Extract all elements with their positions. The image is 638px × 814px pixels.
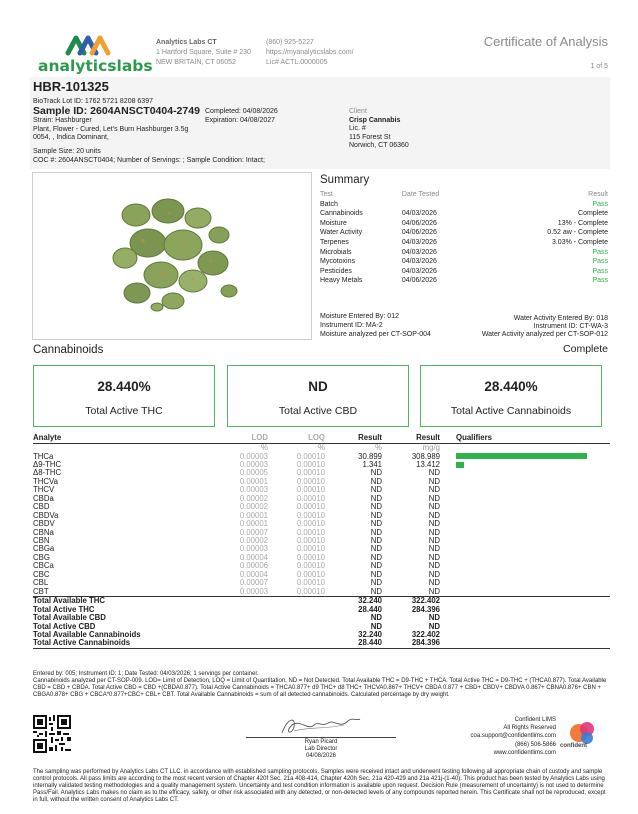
total-result-mg: 322.402	[382, 597, 440, 606]
analyte-result-pct: ND	[370, 502, 382, 512]
analyte-result-pct: ND	[370, 586, 382, 596]
total-lod	[198, 614, 268, 622]
spacer	[440, 453, 456, 461]
analyte-name: Δ8-THC	[33, 468, 62, 478]
analyte-lod: 0.00002	[239, 536, 268, 546]
summary-row	[320, 257, 608, 267]
qualifier-cell	[456, 614, 610, 622]
analyte-result-mg: ND	[428, 544, 440, 554]
lab-address-1: 1 Hartford Square, Suite # 230	[156, 49, 251, 56]
summary-date: 04/03/2026	[401, 248, 437, 256]
client-label: Client	[349, 108, 367, 115]
signatory	[246, 739, 396, 761]
unit-lod: %	[261, 443, 268, 453]
spacer	[440, 469, 456, 477]
moisture-entered-by: Moisture Entered By: 012	[320, 313, 399, 320]
sample-id: Sample ID: 2604ANSCT0404-2749	[33, 105, 200, 117]
analyte-name: CBD	[33, 502, 50, 512]
total-result-pct: 32.240	[325, 597, 382, 606]
summary-test: Microbials	[320, 248, 352, 256]
spacer	[440, 495, 456, 503]
analyte-result-pct: ND	[370, 510, 382, 520]
analyte-result-mg: ND	[428, 586, 440, 596]
total-lod	[198, 639, 268, 648]
spacer	[440, 588, 456, 597]
total-loq	[268, 597, 325, 606]
spacer	[440, 554, 456, 562]
total-lod	[198, 631, 268, 639]
summary-row	[320, 267, 608, 277]
analyte-loq: 0.00010	[296, 578, 325, 588]
analyte-loq: 0.00010	[296, 544, 325, 554]
analyte-result-mg: ND	[428, 536, 440, 546]
qualifier-cell	[456, 562, 610, 570]
total-active-thc-label: Total Active THC	[85, 405, 163, 417]
total-loq	[268, 614, 325, 622]
analyte-name: CBDV	[33, 519, 55, 529]
summary-result: 0.52 aw - Complete	[547, 229, 608, 237]
analyte-lod: 0.00003	[239, 485, 268, 495]
qualifier-cell	[456, 453, 610, 461]
summary-test: Water Activity	[320, 229, 363, 237]
analyte-name: CBNa	[33, 527, 54, 537]
lab-info	[156, 38, 251, 68]
analyte-lod: 0.00001	[239, 510, 268, 520]
logo-text: analyticslabs	[38, 57, 153, 75]
analyte-result-mg: 13.412	[416, 459, 440, 469]
total-loq	[268, 606, 325, 614]
sample-size: Sample Size: 20 units	[33, 148, 101, 155]
analyte-lod: 0.00005	[239, 468, 268, 478]
analyte-lod: 0.00001	[239, 476, 268, 486]
analyte-result-pct: ND	[370, 493, 382, 503]
confident-email[interactable]: coa.support@confidentlims.com	[470, 733, 556, 740]
analyte-result-mg: ND	[428, 510, 440, 520]
client-block	[349, 108, 409, 151]
unit-result-mg: mg/g	[422, 443, 440, 453]
client-name: Crisp Cannabis	[349, 116, 401, 124]
spacer	[440, 529, 456, 537]
analyte-lod: 0.00003	[239, 544, 268, 554]
analyte-result-pct: ND	[370, 527, 382, 537]
footer-disclaimer: The sampling was performed by Analytics Labs CT LLC. in accordance with established sampling protocols. Samples were received intact and underwent testing following all appropriate chain of custody and sample control protocols. All pass limits are according to the most recent version of Chapter 420f Sec. 21a 408-414, Chapter 420h Sec. 21a 420-429 and 21a 421j-(1-40). This product has been tested by Analytics Labs using internally validated testing methodologies and a quality management system. Uncertainty and test condition information is available upon request. Decision Rule (measurement of uncertainty) is not used to determine Pass/Fail. Analytics Labs makes no claim as to the efficacy, safety, or other risk associated with any detected, or non-detected levels of any compounds reported herein. This Certificate shall not be reproduced, except in full, without the written consent of Analytics Labs CT.	[33, 769, 606, 803]
header-lod: LOD	[198, 433, 268, 444]
spacer	[440, 537, 456, 545]
analyte-name: CBDVa	[33, 510, 59, 520]
spacer	[440, 579, 456, 587]
summary-row	[320, 276, 608, 286]
summary-result: Complete	[578, 210, 608, 218]
analyte-loq: 0.00010	[296, 569, 325, 579]
summary-row	[320, 200, 608, 210]
spacer	[440, 614, 456, 622]
client-address-2: Norwich, CT 06360	[349, 142, 409, 149]
summary-header-test: Test	[320, 191, 333, 198]
confident-name: Confident LIMS	[514, 717, 556, 723]
spacer	[440, 623, 456, 631]
analyte-result-pct: ND	[370, 561, 382, 571]
analyte-result-pct: ND	[370, 569, 382, 579]
summary-date: 04/06/2026	[401, 219, 437, 227]
total-result-pct: ND	[370, 621, 382, 631]
summary-row	[320, 248, 608, 258]
qualifier-cell	[456, 461, 610, 469]
confident-lims-info	[471, 716, 556, 757]
summary-result: 13% - Complete	[557, 219, 608, 227]
water-activity-info	[482, 315, 608, 339]
total-active-thc-box	[33, 365, 215, 427]
qualifier-cell	[456, 529, 610, 537]
summary-header-date: Date Tested	[401, 191, 440, 198]
spacer	[440, 486, 456, 494]
signatory-name: Ryan Picard	[304, 739, 338, 745]
analyte-result-pct: ND	[370, 536, 382, 546]
expiration-date: Expiration: 04/08/2027	[205, 116, 276, 124]
summary-test: Cannabinoids	[320, 210, 363, 218]
analyte-name: CBN	[33, 536, 50, 546]
analyte-result-mg: ND	[428, 502, 440, 512]
unit-loq: %	[318, 443, 325, 453]
summary-date: 04/06/2026	[401, 229, 437, 237]
spacer	[440, 503, 456, 511]
analyte-result-mg: ND	[428, 468, 440, 478]
product-details: 0054, , Indica Dominant,	[33, 134, 109, 141]
total-active-cannabinoids-label: Total Active Cannabinoids	[450, 405, 572, 417]
analyte-loq: 0.00010	[296, 451, 325, 461]
header-qualifiers: Qualifiers	[456, 433, 610, 444]
total-row	[33, 614, 610, 622]
summary-date: 04/03/2026	[401, 210, 437, 218]
moisture-instrument: Instrument ID: MA-2	[320, 322, 383, 329]
summary-row	[320, 219, 608, 229]
qualifier-cell	[456, 486, 610, 494]
analyte-lod: 0.00003	[239, 459, 268, 469]
analyte-result-pct: ND	[370, 519, 382, 529]
product-name: Plant, Flower - Cured, Let's Burn Hashburger 3.5g	[33, 125, 189, 133]
lab-phone: (860) 925-5227	[266, 39, 314, 46]
analyte-name: Δ9-THC	[33, 459, 62, 469]
confident-rights: All Rights Reserved	[503, 725, 556, 732]
spacer	[440, 545, 456, 553]
summary-result: Pass	[592, 258, 608, 266]
summary-test: Moisture	[320, 219, 347, 227]
analyte-name: CBDa	[33, 493, 54, 503]
wa-entered-by: Water Activity Entered By: 018	[513, 315, 608, 322]
analyte-loq: 0.00010	[296, 536, 325, 546]
qualifier-cell	[456, 588, 610, 597]
qualifier-cell	[456, 503, 610, 511]
analyte-result-pct: ND	[370, 544, 382, 554]
product-photo	[32, 172, 312, 340]
summary-result: Pass	[592, 277, 608, 285]
confident-logo-text: confident	[560, 743, 587, 749]
analyte-lod: 0.00002	[239, 493, 268, 503]
analyte-name: CBT	[33, 586, 49, 596]
analyte-loq: 0.00010	[296, 561, 325, 571]
analyte-result-mg: ND	[428, 485, 440, 495]
spacer	[440, 597, 456, 606]
qualifier-cell	[456, 469, 610, 477]
analyte-name: CBGa	[33, 544, 55, 554]
summary-row	[320, 238, 608, 248]
moisture-info	[320, 312, 431, 339]
lab-contact	[266, 38, 354, 68]
result-bar	[456, 462, 464, 468]
analyte-result-mg: 308.989	[411, 451, 440, 461]
qualifier-cell	[456, 597, 610, 606]
spacer	[440, 639, 456, 648]
hbr-id: HBR-101325	[33, 79, 109, 94]
analyte-lod: 0.00001	[239, 519, 268, 529]
analyte-result-mg: ND	[428, 519, 440, 529]
qualifier-cell	[456, 639, 610, 648]
analyte-result-pct: ND	[370, 578, 382, 588]
qualifier-cell	[456, 512, 610, 520]
analyte-name: CBG	[33, 552, 50, 562]
summary-date	[402, 200, 492, 210]
analyte-result-pct: 1.341	[362, 459, 382, 469]
dates-block	[205, 108, 278, 125]
analyte-lod: 0.00003	[239, 451, 268, 461]
analyte-loq: 0.00010	[296, 476, 325, 486]
summary-result: 3.03% - Complete	[551, 238, 608, 246]
analyte-lod: 0.00007	[239, 578, 268, 588]
analyte-loq: 0.00010	[296, 502, 325, 512]
analyte-result-mg: ND	[428, 493, 440, 503]
summary-title: Summary	[320, 174, 370, 186]
summary-test: Terpenes	[320, 238, 349, 246]
qr-code[interactable]	[33, 715, 71, 753]
total-loq	[268, 631, 325, 639]
analyte-name: THCV	[33, 485, 55, 495]
summary-date: 04/03/2026	[401, 267, 437, 275]
total-loq	[268, 623, 325, 631]
total-name: Total Available Cannabinoids	[33, 630, 141, 640]
summary-date: 04/03/2026	[401, 258, 437, 266]
analyte-lod: 0.00006	[239, 561, 268, 571]
analyte-result-mg: ND	[428, 552, 440, 562]
total-active-cbd-label: Total Active CBD	[278, 405, 358, 417]
cannabis-buds-image	[33, 173, 311, 339]
qualifier-cell	[456, 478, 610, 486]
analyte-result-mg: ND	[428, 561, 440, 571]
qualifier-cell	[456, 579, 610, 587]
total-result-mg: 284.396	[411, 604, 440, 614]
summary-date: 04/06/2026	[401, 277, 437, 285]
notes-body: Cannabinoids analyzed per CT-SOP-009. LOD= Limit of Detection, LOQ = Limit of Quantitation, ND = Not Detected. Total Available THC = D9-THC + THCA. Total Active THC = D9-THC + (THCA0.877). Total Available CBD = CBD + CBDA. Total Active CBD = CBD +(CBDA0.877). Total Active Cannabinoids = THCA0.877+ d9 THC+ d8 THC+ THCVA0.867+ THCV+ CBDA 0.877 + CBD+ CBDV+ CBDVA 0.867+ CBNA0.876+ CBN + CBGA0.878+ CBG + CBCA*0.877+CBC+ CBL+ CBT. Total Available Cannabinoids = sum of all detected cannabinoids. Calculated percentage by dry weight.	[33, 678, 607, 698]
analyte-loq: 0.00010	[296, 552, 325, 562]
notes-entered-by: Entered by: 005; Instrument ID: 1; Date Tested: 04/03/2026; 1 servings per container.	[33, 671, 259, 677]
summary-test: Mycotoxins	[320, 258, 356, 266]
qualifier-cell	[456, 537, 610, 545]
confident-phone: (866) 506-5866	[514, 741, 556, 748]
summary-result: Pass	[592, 267, 608, 275]
total-name: Total Available CBD	[33, 613, 106, 623]
wa-sop: Water Activity analyzed per CT-SOP-012	[481, 331, 608, 338]
analyte-name: THCVa	[33, 476, 58, 486]
qualifier-cell	[456, 623, 610, 631]
analyte-lod: 0.00007	[239, 527, 268, 537]
total-result-mg: 322.402	[411, 630, 440, 640]
analyte-name: CBC	[33, 569, 50, 579]
total-name: Total Active CBD	[33, 621, 96, 631]
total-lod	[198, 597, 268, 606]
summary-result: Pass	[592, 248, 608, 256]
analyte-result-pct: ND	[370, 552, 382, 562]
analyte-result-pct: 30.899	[358, 451, 382, 461]
cannabinoids-title: Cannabinoids	[33, 344, 104, 356]
cannabinoids-status: Complete	[563, 343, 608, 355]
spacer	[440, 571, 456, 579]
result-bar	[456, 453, 587, 459]
header-result-pct: Result	[325, 433, 382, 444]
qualifier-cell	[456, 631, 610, 639]
total-active-cbd-box	[227, 365, 409, 427]
total-result-pct: 28.440	[325, 639, 382, 648]
qualifier-cell	[456, 545, 610, 553]
analyte-result-pct: ND	[370, 485, 382, 495]
header-result-mg: Result	[382, 433, 440, 444]
signature-date: 04/08/2026	[305, 753, 337, 760]
total-result-pct: 32.240	[358, 630, 382, 640]
summary-header-result: Result	[588, 191, 608, 198]
certificate-title: Certificate of Analysis	[483, 34, 608, 49]
analyte-name: THCa	[33, 451, 54, 461]
analyte-header-row	[33, 433, 610, 444]
lab-name: Analytics Labs CT	[156, 39, 217, 46]
qualifier-cell	[456, 606, 610, 614]
page-number: 1 of 5	[590, 63, 608, 70]
summary-test: Pesticides	[320, 267, 352, 275]
analyte-loq: 0.00010	[296, 519, 325, 529]
total-result-pct: ND	[370, 613, 382, 623]
client-license: Lic. #	[349, 125, 366, 132]
client-address-1: 115 Forest St	[349, 133, 391, 141]
total-active-cannabinoids-value: 28.440%	[484, 379, 538, 394]
qualifier-cell	[456, 554, 610, 562]
completed-date: Completed: 04/08/2026	[205, 108, 278, 115]
lab-address-2: NEW BRITAIN, CT 06052	[156, 59, 236, 66]
spacer	[440, 478, 456, 486]
analyte-name: CBL	[33, 578, 49, 588]
summary-row	[320, 209, 608, 219]
total-active-thc-value: 28.440%	[97, 379, 151, 394]
header-loq: LOQ	[268, 433, 325, 444]
summary-test: Batch	[320, 200, 338, 208]
total-loq	[268, 639, 325, 648]
analyte-result-mg: ND	[428, 527, 440, 537]
summary-row	[320, 228, 608, 238]
analyte-lod: 0.00004	[239, 569, 268, 579]
analyte-lod: 0.00002	[239, 502, 268, 512]
strain-block	[33, 117, 188, 143]
analyte-result-mg: ND	[428, 476, 440, 486]
analyte-result-pct: ND	[370, 468, 382, 478]
spacer	[440, 512, 456, 520]
spacer	[440, 631, 456, 639]
total-result-mg: 284.396	[382, 639, 440, 648]
total-row	[33, 639, 610, 648]
summary-result: Pass	[592, 200, 608, 208]
sample-size-block	[33, 148, 265, 165]
analyte-row	[33, 588, 610, 597]
unit-result-pct: %	[375, 443, 382, 453]
analyte-loq: 0.00010	[296, 485, 325, 495]
total-row	[33, 597, 610, 606]
qualifier-cell	[456, 495, 610, 503]
analyte-lod: 0.00004	[239, 552, 268, 562]
qualifier-cell	[456, 520, 610, 528]
signature-image	[274, 713, 364, 739]
spacer	[440, 562, 456, 570]
confident-site[interactable]: www.confidentlims.com	[493, 749, 556, 756]
analyte-lod: 0.00003	[239, 586, 268, 596]
total-lod	[198, 606, 268, 614]
analyticslabs-logo	[38, 28, 153, 76]
analyte-loq: 0.00010	[296, 527, 325, 537]
total-name: Total Active Cannabinoids	[33, 639, 198, 648]
total-result-mg: ND	[428, 613, 440, 623]
summary-date: 04/03/2026	[401, 238, 437, 246]
summary-test: Heavy Metals	[320, 277, 363, 285]
analyte-loq: 0.00010	[296, 459, 325, 469]
total-active-cbd-value: ND	[308, 379, 328, 394]
biotrack-id: BioTrack Lot ID: 1762 5721 8208 6397	[33, 98, 153, 105]
total-name: Total Active THC	[33, 604, 95, 614]
analyte-loq: 0.00010	[296, 468, 325, 478]
qualifier-cell	[456, 571, 610, 579]
lab-license: Lic# ACTL.0000005	[266, 59, 328, 66]
analyte-result-pct: ND	[370, 476, 382, 486]
analyte-loq: 0.00010	[296, 493, 325, 503]
total-lod	[198, 623, 268, 631]
lab-website[interactable]: https://myanalyticslabs.com/	[266, 49, 354, 56]
moisture-sop: Moisture analyzed per CT-SOP-004	[320, 331, 431, 338]
spacer	[440, 606, 456, 614]
analyte-result-mg: ND	[428, 578, 440, 588]
method-notes	[33, 671, 611, 699]
spacer	[440, 461, 456, 469]
analyte-name: CBCa	[33, 561, 54, 571]
summary-table	[320, 190, 608, 286]
wa-instrument: Instrument ID: CT-WA-3	[533, 323, 608, 330]
analyte-loq: 0.00010	[296, 586, 325, 596]
total-row	[33, 606, 610, 614]
total-result-pct: 28.440	[358, 604, 382, 614]
header-analyte: Analyte	[33, 433, 198, 444]
total-result-mg: ND	[428, 621, 440, 631]
signature-line	[246, 737, 396, 738]
total-name: Total Available THC	[33, 597, 198, 606]
signatory-title: Lab Director	[304, 746, 338, 753]
analyte-result-mg: ND	[428, 569, 440, 579]
analyte-table	[33, 433, 610, 649]
coc-info: COC #: 2604ANSCT0404; Number of Servings: ; Sample Condition: Intact;	[33, 156, 265, 164]
total-active-cannabinoids-box	[420, 365, 602, 427]
analyte-loq: 0.00010	[296, 510, 325, 520]
strain: Strain: Hashburger	[33, 117, 92, 124]
spacer	[440, 520, 456, 528]
summary-header-row	[320, 190, 608, 200]
